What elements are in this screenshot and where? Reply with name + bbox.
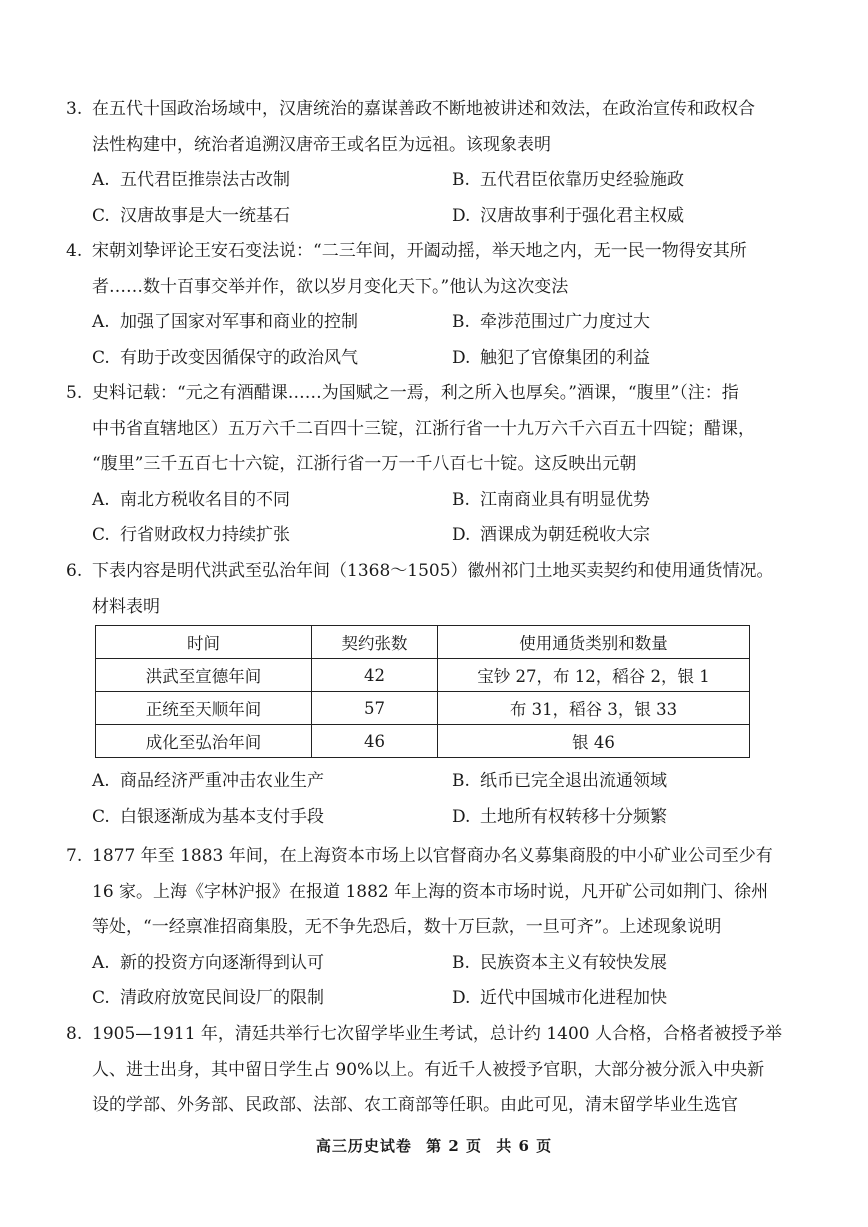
table-cell: 正统至天顺年间 xyxy=(96,692,312,725)
table-cell: 银 46 xyxy=(438,725,750,758)
page-footer xyxy=(0,1135,868,1156)
question-number: 6. xyxy=(66,561,83,581)
question-7 xyxy=(66,839,792,1017)
options xyxy=(92,946,792,1017)
question-stem xyxy=(66,376,792,483)
option-c[interactable]: C. 白银逐渐成为基本支付手段 xyxy=(92,806,324,827)
option-d[interactable]: D. 触犯了官僚集团的利益 xyxy=(452,347,650,368)
table-cell: 宝钞 27，布 12，稻谷 2，银 1 xyxy=(438,659,750,692)
table-cell: 布 31，稻谷 3，银 33 xyxy=(438,692,750,725)
table-cell: 42 xyxy=(312,659,438,692)
option-b[interactable]: B. 五代君臣依靠历史经验施政 xyxy=(452,170,684,190)
option-d[interactable]: D. 汉唐故事利于强化君主权威 xyxy=(452,205,684,226)
option-c[interactable]: C. 行省财政权力持续扩张 xyxy=(92,525,290,545)
option-b[interactable]: B. 江南商业具有明显优势 xyxy=(452,489,650,510)
stem-line: 下表内容是明代洪武至弘治年间（1368～1505）徽州祁门土地买卖契约和使用通货情况。 xyxy=(92,561,774,581)
question-stem xyxy=(66,554,792,625)
table-row xyxy=(96,692,750,725)
stem-line: 等处，“一经禀准招商集股，无不争先恐后，数十万巨款，一旦可齐”。上述现象说明 xyxy=(92,917,722,937)
stem-line: 1877 年至 1883 年间，在上海资本市场上以官督商办名义募集商股的中小矿业公司至少有 xyxy=(92,846,773,866)
data-table xyxy=(95,625,750,758)
stem-line: 在五代十国政治场域中，汉唐统治的嘉谋善政不断地被讲述和效法，在政治宣传和政权合 xyxy=(92,99,755,119)
options xyxy=(92,305,792,376)
stem-line: 中书省直辖地区）五万六千二百四十三锭，江浙行省一十九万六千六百五十四锭；醋课， xyxy=(92,418,755,439)
table-header: 契约张数 xyxy=(312,626,438,659)
option-c[interactable]: C. 清政府放宽民间设厂的限制 xyxy=(92,988,324,1008)
options xyxy=(92,764,792,835)
option-d[interactable]: D. 酒课成为朝廷税收大宗 xyxy=(452,525,650,545)
table-cell: 成化至弘治年间 xyxy=(96,725,312,758)
question-3 xyxy=(66,92,792,234)
stem-line: 人、进士出身，其中留日学生占 90%以上。有近千人被授予官职，大部分被分派入中央新 xyxy=(92,1059,765,1080)
stem-line: 宋朝刘挚评论王安石变法说：“二三年间，开阖动摇，举天地之内，无一民一物得安其所 xyxy=(92,241,747,261)
question-stem xyxy=(66,234,792,305)
stem-line: 史料记载：“元之有酒醋课……为国赋之一焉，利之所入也厚矣。”酒课，“腹里”（注：指 xyxy=(92,383,739,403)
option-c[interactable]: C. 有助于改变因循保守的政治风气 xyxy=(92,347,358,368)
options xyxy=(92,483,792,554)
stem-line: 16 家。上海《字林沪报》在报道 1882 年上海的资本市场时说，凡开矿公司如荆门、徐州 xyxy=(92,881,769,902)
stem-line: 者……数十百事交举并作，欲以岁月变化天下。”他认为这次变法 xyxy=(92,276,569,297)
stem-line: 1905—1911 年，清廷共举行七次留学毕业生考试，总计约 1400 人合格，合格者被授予举 xyxy=(92,1024,783,1044)
table-cell: 57 xyxy=(312,692,438,725)
option-b[interactable]: B. 纸币已完全退出流通领域 xyxy=(452,771,667,791)
footer-subject: 高三历史试卷 xyxy=(315,1137,412,1155)
option-d[interactable]: D. 近代中国城市化进程加快 xyxy=(452,988,667,1008)
table-header: 时间 xyxy=(96,626,312,659)
option-a[interactable]: A. 五代君臣推崇法古改制 xyxy=(92,170,290,190)
question-stem xyxy=(66,1017,792,1124)
question-number: 3. xyxy=(66,99,83,119)
question-number: 8. xyxy=(66,1024,83,1044)
question-number: 4. xyxy=(66,241,83,261)
stem-line: 法性构建中，统治者追溯汉唐帝王或名臣为远祖。该现象表明 xyxy=(92,134,551,155)
question-stem xyxy=(66,839,792,946)
option-b[interactable]: B. 牵涉范围过广力度过大 xyxy=(452,312,650,332)
table-row xyxy=(96,659,750,692)
question-4 xyxy=(66,234,792,376)
question-6 xyxy=(66,554,792,625)
stem-line: 材料表明 xyxy=(92,596,160,617)
table-header-row xyxy=(96,626,750,659)
option-a[interactable]: A. 商品经济严重冲击农业生产 xyxy=(92,771,324,791)
option-b[interactable]: B. 民族资本主义有较快发展 xyxy=(452,952,667,973)
table-row xyxy=(96,725,750,758)
question-5 xyxy=(66,376,792,554)
table-cell: 46 xyxy=(312,725,438,758)
stem-line: 设的学部、外务部、民政部、法部、农工商部等任职。由此可见，清末留学毕业生选官 xyxy=(92,1095,738,1115)
option-c[interactable]: C. 汉唐故事是大一统基石 xyxy=(92,205,290,226)
option-a[interactable]: A. 新的投资方向逐渐得到认可 xyxy=(92,952,324,973)
question-stem xyxy=(66,92,792,163)
footer-total: 共 6 页 xyxy=(496,1137,553,1155)
stem-line: “腹里”三千五百七十六锭，江浙行省一万一千八百七十锭。这反映出元朝 xyxy=(92,454,637,474)
question-6-options xyxy=(92,764,792,835)
table-header: 使用通货类别和数量 xyxy=(438,626,750,659)
question-8 xyxy=(66,1017,792,1124)
table-cell: 洪武至宣德年间 xyxy=(96,659,312,692)
footer-page: 第 2 页 xyxy=(426,1137,482,1155)
option-d[interactable]: D. 土地所有权转移十分频繁 xyxy=(452,806,667,827)
option-a[interactable]: A. 南北方税收名目的不同 xyxy=(92,489,290,510)
question-number: 7. xyxy=(66,846,83,866)
question-number: 5. xyxy=(66,383,83,403)
option-a[interactable]: A. 加强了国家对军事和商业的控制 xyxy=(92,312,358,332)
options xyxy=(92,163,792,234)
